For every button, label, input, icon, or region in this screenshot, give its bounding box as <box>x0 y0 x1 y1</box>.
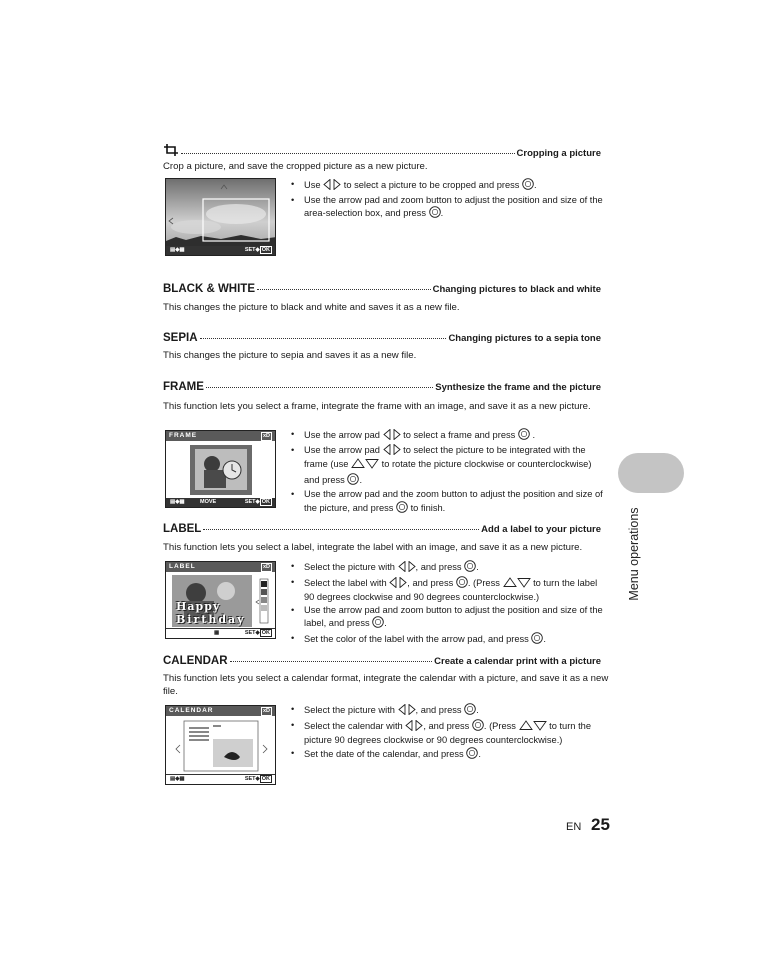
crop-step-2: • Use the arrow pad and zoom button to adjust the position and size of the area-selection box, and press . <box>291 194 609 222</box>
ok-button-icon <box>464 703 476 719</box>
label-step-4: • Set the color of the label with the arrow pad, and press . <box>291 632 609 648</box>
calendar-screen: CALENDAR xD ▤◆▦ SET◆ OK <box>165 705 276 785</box>
page-number: 25 <box>591 815 610 834</box>
left-right-arrows-icon <box>389 577 407 592</box>
frame-step-1: • Use the arrow pad to select a frame and press . <box>291 428 609 444</box>
calendar-step-2: • Select the calendar with , and press . (Press to turn the picture 90 degrees clockwise or 90 degrees counterclockwise.) <box>291 719 609 747</box>
label-step-2: • Select the label with , and press . (Press to turn the label 90 degrees clockwise and 90 degrees counterclockwise.) <box>291 576 609 604</box>
calendar-screen-bar: ▤◆▦ SET◆ OK <box>166 774 275 784</box>
calendar-description: This function lets you select a calendar format, integrate the calendar with a picture, and save it as a new file. <box>163 673 609 697</box>
bw-description: This changes the picture to black and white and saves it as a new file. <box>163 302 460 313</box>
ok-button-icon <box>466 747 478 763</box>
ok-button-icon <box>372 616 384 632</box>
sepia-description: This changes the picture to sepia and saves it as a new file. <box>163 350 417 361</box>
left-right-arrows-icon <box>383 444 401 459</box>
ok-button-icon <box>522 178 534 194</box>
crop-steps <box>291 178 609 222</box>
crop-heading <box>163 144 601 158</box>
frame-subtitle: Synthesize the frame and the picture <box>435 382 601 393</box>
left-right-arrows-icon <box>398 704 416 719</box>
left-right-arrows-icon <box>398 561 416 576</box>
ok-button-icon <box>472 719 484 735</box>
label-step-3: • Use the arrow pad and zoom button to adjust the position and size of the label, and press . <box>291 604 609 632</box>
label-screen: LABEL xD Happy Birthday ▦ SET◆ OK <box>165 561 276 639</box>
label-heading <box>163 523 601 537</box>
ok-button-icon <box>518 428 530 444</box>
calendar-title: CALENDAR <box>163 655 228 667</box>
frame-step-3: • Use the arrow pad and the zoom button to adjust the position and size of the picture, and press to finish. <box>291 488 609 516</box>
label-subtitle: Add a label to your picture <box>481 524 601 535</box>
crop-icon <box>163 144 179 159</box>
label-screen-bar: ▦ SET◆ OK <box>166 628 275 638</box>
left-right-arrows-icon <box>383 429 401 444</box>
calendar-steps <box>291 703 609 762</box>
ok-button-icon <box>429 206 441 222</box>
calendar-subtitle: Create a calendar print with a picture <box>434 656 601 667</box>
left-right-arrows-icon <box>323 179 341 194</box>
sepia-subtitle: Changing pictures to a sepia tone <box>448 333 601 344</box>
label-screen-text-2: Birthday <box>176 613 246 626</box>
ok-button-icon <box>531 632 543 648</box>
up-down-arrows-icon <box>503 577 531 592</box>
frame-steps <box>291 428 609 517</box>
up-down-arrows-icon <box>519 720 547 735</box>
ok-button-icon <box>347 473 359 489</box>
calendar-heading <box>163 655 601 669</box>
label-steps <box>291 560 609 648</box>
frame-description: This function lets you select a frame, integrate the frame with an image, and save it as a new picture. <box>163 401 591 412</box>
frame-title: FRAME <box>163 381 204 393</box>
bw-subtitle: Changing pictures to black and white <box>432 284 601 295</box>
label-step-1: • Select the picture with , and press . <box>291 560 609 576</box>
frame-screen: FRAME xD ▤◆▦ MOVE SET◆ OK <box>165 430 276 508</box>
bw-title: BLACK & WHITE <box>163 283 255 295</box>
calendar-step-1: • Select the picture with , and press . <box>291 703 609 719</box>
sepia-heading <box>163 332 601 346</box>
crop-screen-bar: ▤◆▦ SET◆ OK <box>166 246 275 255</box>
crop-subtitle: Cropping a picture <box>516 148 601 159</box>
ok-button-icon <box>464 560 476 576</box>
crop-description: Crop a picture, and save the cropped picture as a new picture. <box>163 161 428 172</box>
footer-lang: EN <box>566 821 582 833</box>
label-title: LABEL <box>163 523 202 535</box>
frame-step-2: • Use the arrow pad to select the picture to be integrated with the frame (use to rotate the picture clockwise or counterclockwise) and press . <box>291 444 609 489</box>
crop-screen <box>165 178 276 256</box>
crop-step-1: • Use to select a picture to be cropped and press . <box>291 178 609 194</box>
frame-heading <box>163 381 601 395</box>
left-right-arrows-icon <box>405 720 423 735</box>
calendar-step-3: • Set the date of the calendar, and press . <box>291 747 609 763</box>
sepia-title: SEPIA <box>163 332 198 344</box>
ok-button-icon <box>396 501 408 517</box>
bw-heading <box>163 283 601 297</box>
ok-button-icon <box>456 576 468 592</box>
frame-screen-bar: ▤◆▦ MOVE SET◆ OK <box>166 498 275 507</box>
side-tab-label: Menu operations <box>627 507 641 601</box>
label-description: This function lets you select a label, integrate the label with an image, and save it as a new picture. <box>163 542 583 553</box>
label-screen-text-1: Happy <box>176 600 221 613</box>
side-tab <box>618 453 684 493</box>
up-down-arrows-icon <box>351 458 379 473</box>
